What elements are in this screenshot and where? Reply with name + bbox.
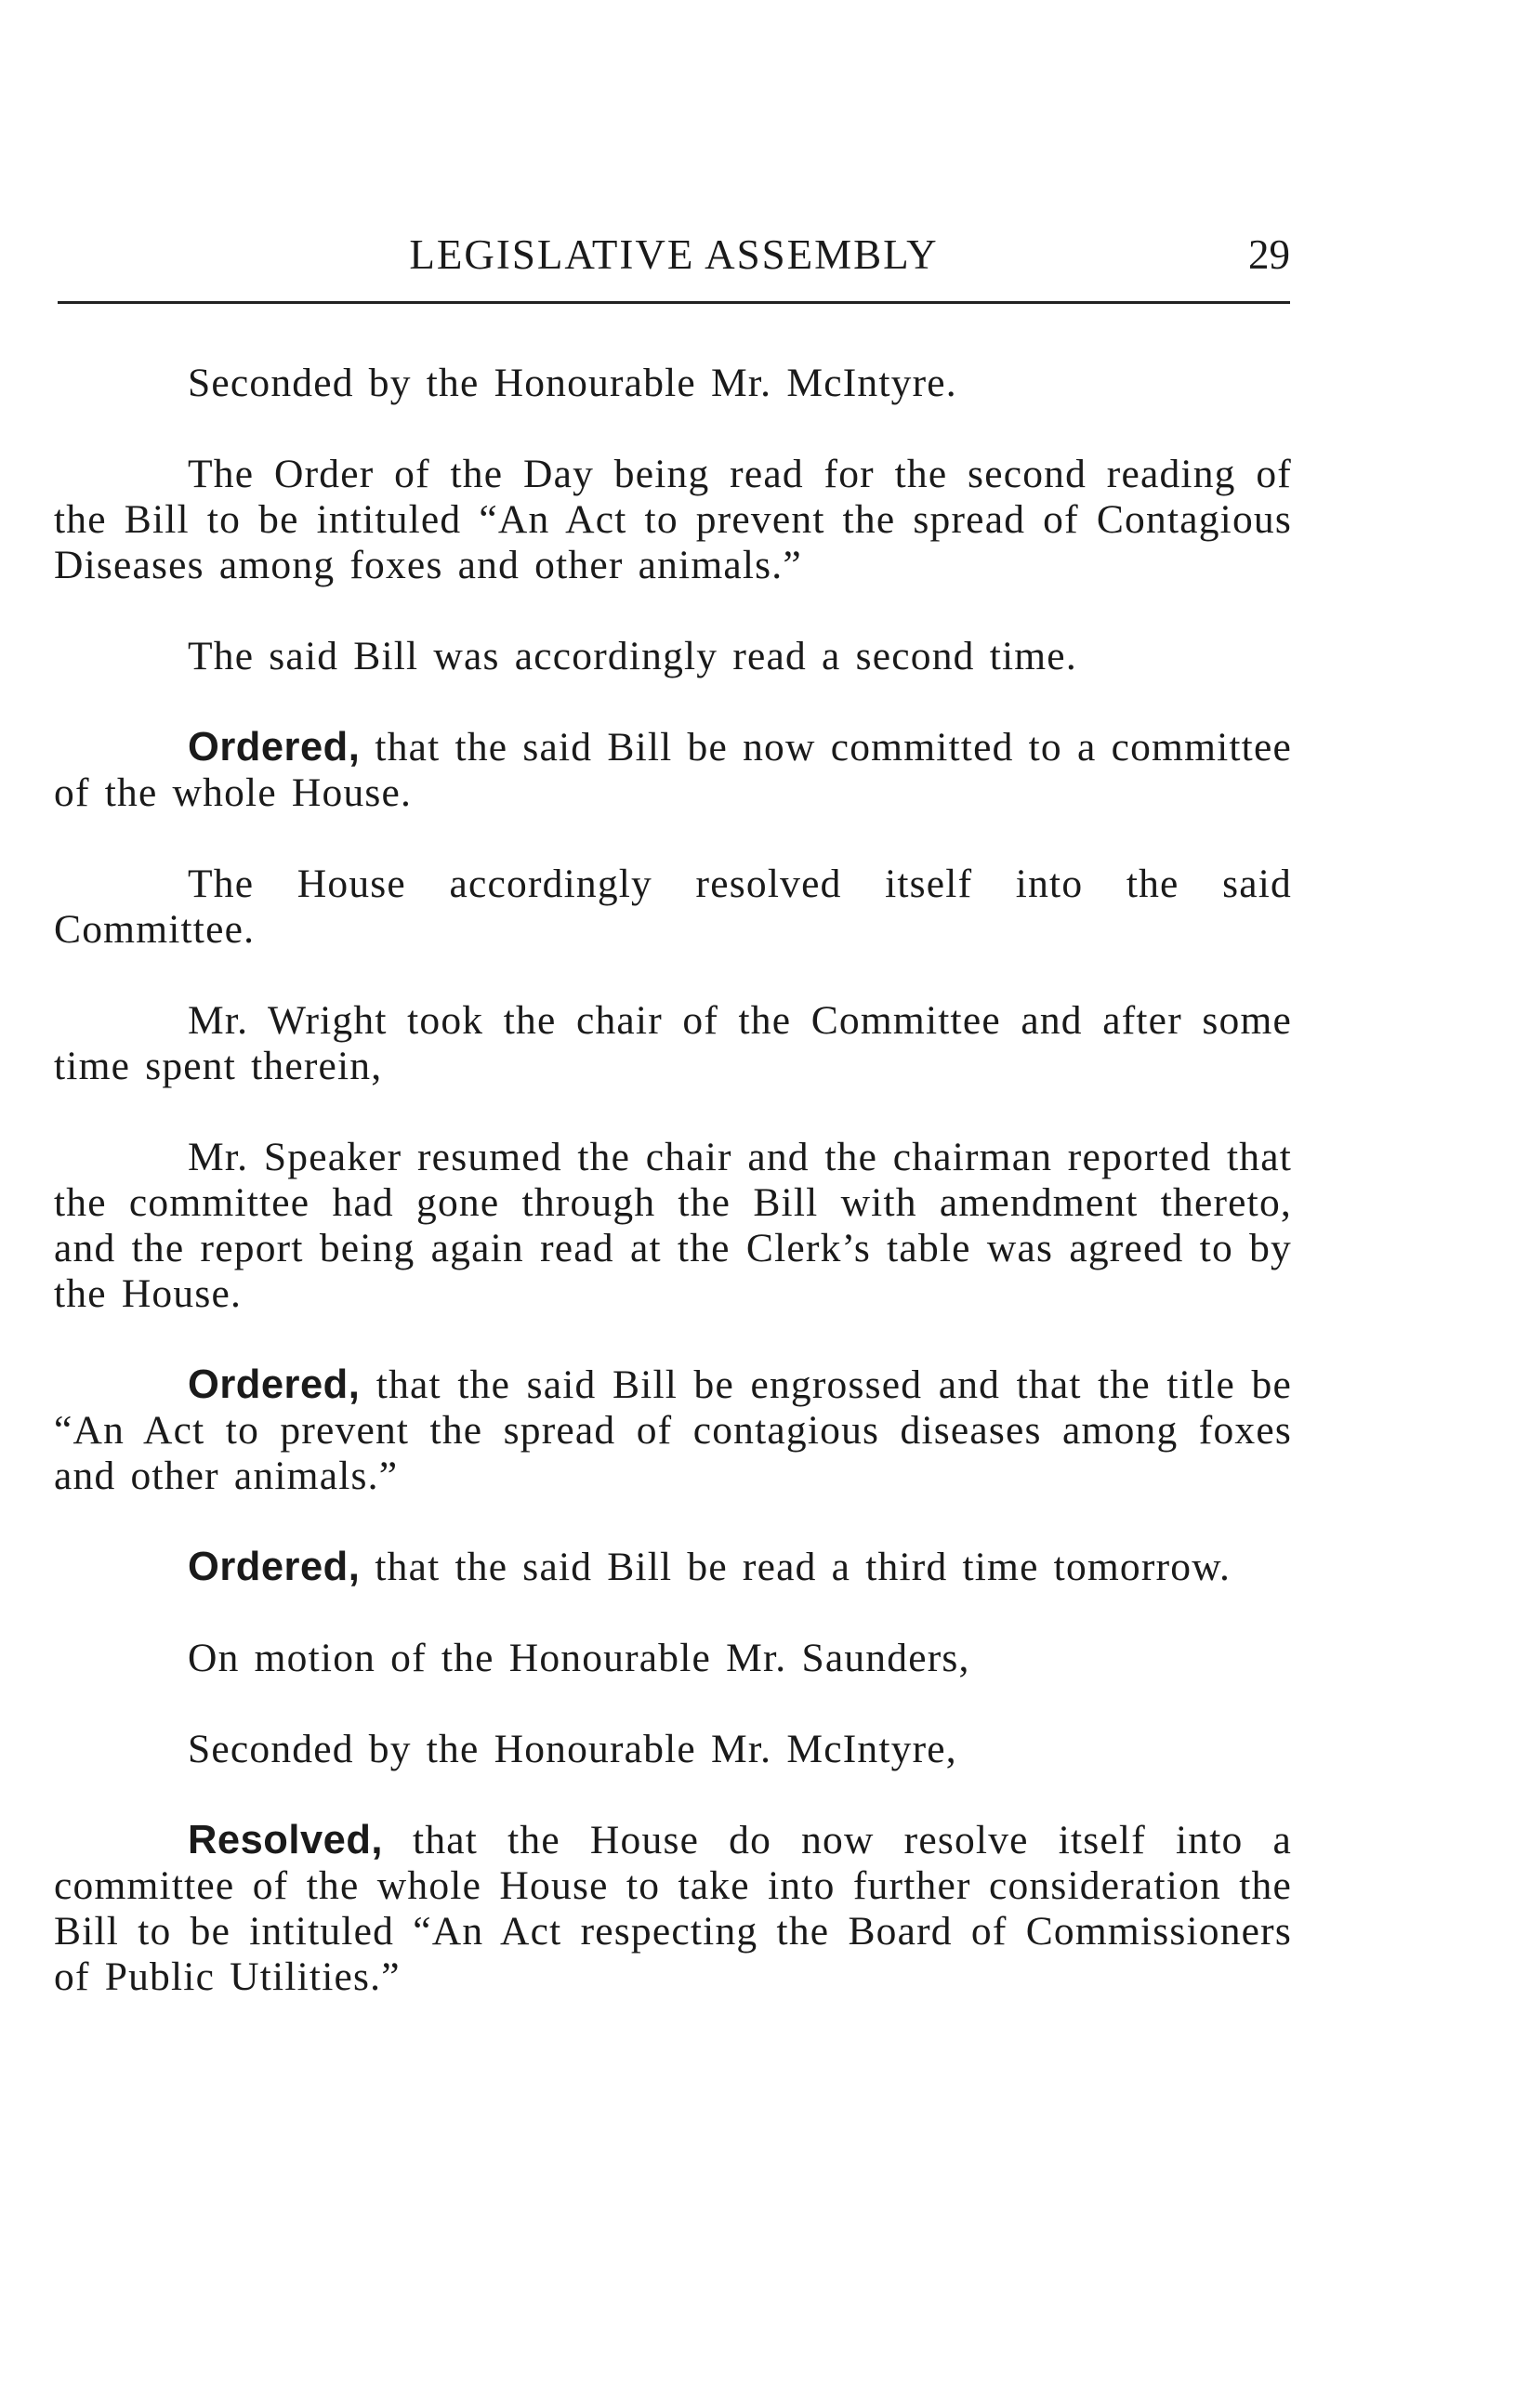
ordered-label: Ordered, (188, 725, 361, 770)
ordered-label: Ordered, (188, 1362, 361, 1407)
running-head: LEGISLATIVE ASSEMBLY (409, 231, 939, 278)
header-rule (58, 301, 1290, 304)
paragraph-resolved: Resolved, that the House do now resolve itself into a committee of the whole House to take into further consideration the Bill to be intituled “An Act respecting the Board of Commissioners of Public Utilities.” (54, 1818, 1292, 1999)
ordered-label: Ordered, (188, 1545, 361, 1589)
resolved-label: Resolved, (188, 1818, 383, 1862)
paragraph-order-of-day: The Order of the Day being read for the second reading of the Bill to be intituled “An Act to prevent the spread of Contagious Diseases among foxes and other animals.” (54, 452, 1292, 587)
paragraph-ordered-engrossed: Ordered, that the said Bill be engrossed and that the title be “An Act to prevent the spread of contagious diseases among foxes and other animals.” (54, 1362, 1292, 1498)
paragraph-speaker-resumed: Mr. Speaker resumed the chair and the chairman reported that the committee had gone through the Bill with amendment thereto, and the report being again read at the Clerk’s table was agreed to by the House. (54, 1135, 1292, 1316)
paragraph-ordered-committed: Ordered, that the said Bill be now committed to a committee of the whole House. (54, 725, 1292, 815)
body-text (54, 361, 1292, 2046)
paragraph-house-resolved: The House accordingly resolved itself into the said Committee. (54, 862, 1292, 952)
paragraph-seconded-mcintyre: Seconded by the Honourable Mr. McIntyre, (188, 1727, 957, 1771)
page-number: 29 (1248, 231, 1290, 278)
paragraph-ordered-third-reading: Ordered, that the said Bill be read a third time tomorrow. (188, 1545, 1232, 1589)
paragraph-motion-saunders: On motion of the Honourable Mr. Saunders, (188, 1636, 970, 1680)
paragraph-wright-chair: Mr. Wright took the chair of the Committee and after some time spent therein, (54, 998, 1292, 1088)
page-header (58, 219, 1290, 286)
paragraph-seconded: Seconded by the Honourable Mr. McIntyre. (188, 361, 957, 405)
paragraph-second-reading: The said Bill was accordingly read a second time. (188, 634, 1077, 678)
